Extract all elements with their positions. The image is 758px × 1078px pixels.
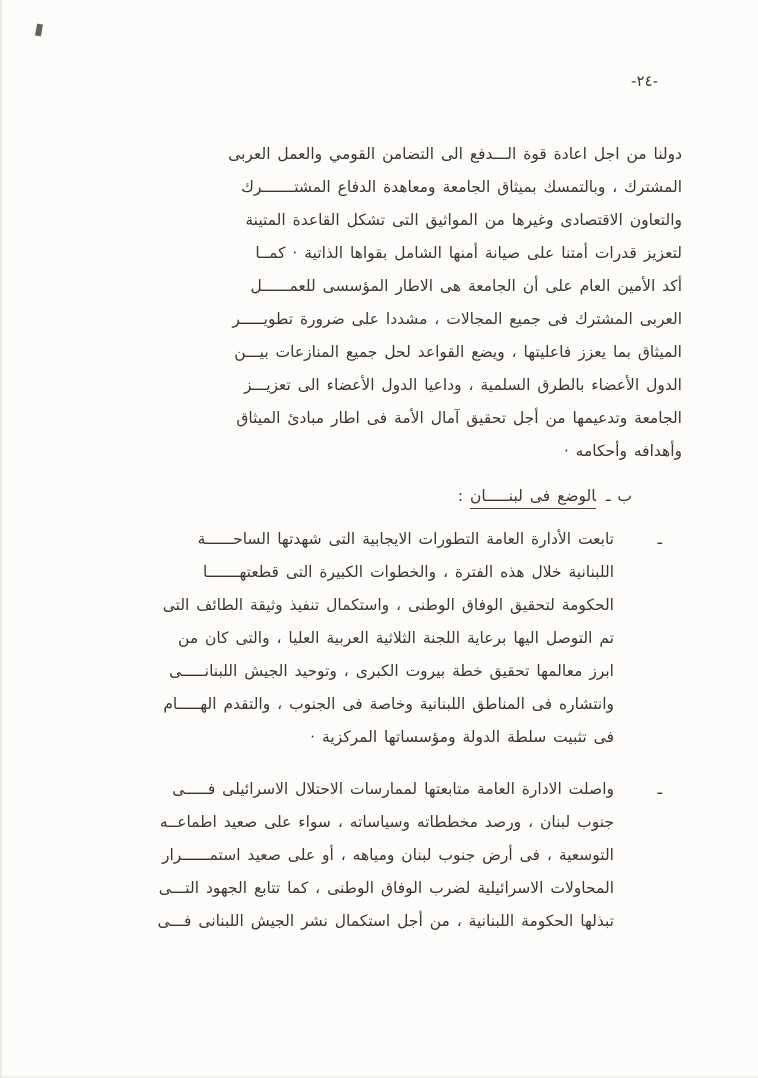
text-line: المحاولات الاسرائيلية لضرب الوفاق الوطنى ، كما تتابع الجهود التـــى xyxy=(158,879,614,897)
list-item xyxy=(74,773,682,938)
text-line: ابرز معالمها تحقيق خطة بيروت الكبرى ، وتوحيد الجيش اللبنانـــــى xyxy=(169,662,614,680)
text-line: اللبنانية خلال هذه الفترة ، والخطوات الكبيرة التى قطعتهـــــــا xyxy=(202,563,614,581)
section-colon: : xyxy=(457,487,470,505)
text-line: التوسعية ، فى أرض جنوب لبنان ومياهه ، أو على صعيد استمــــــرار xyxy=(161,846,614,864)
text-line: دولنا من اجل اعادة قوة الـــدفع الى التضامن القومي والعمل العربى xyxy=(228,145,682,163)
text-line: تم التوصل اليها برعاية اللجنة الثلاثية العربية العليا ، والتى كان من xyxy=(178,629,614,647)
page-number: -٢٤- xyxy=(631,72,658,90)
item-text xyxy=(74,773,614,938)
scan-artifact xyxy=(35,24,43,37)
text-line: جنوب لبنان ، ورصد مخططاته وسياساته ، سواء على صعيد اطماعــه xyxy=(159,813,614,831)
text-line: الدول الأعضاء بالطرق السلمية ، وداعيا الدول الأعضاء الى تعزيـــز xyxy=(244,376,682,394)
section-heading xyxy=(74,480,682,513)
text-line: الميثاق بما يعزز فاعليتها ، ويضع القواعد لحل جميع المنازعات بيـــن xyxy=(234,343,682,361)
text-line: وانتشاره فى المناطق اللبنانية وخاصة فى الجنوب ، والتقدم الهـــــام xyxy=(163,695,614,713)
text-line: لتعزيز قدرات أمتنا على صيانة أمنها الشامل بقواها الذاتية · كمــا xyxy=(255,244,682,262)
dash-marker: ـ xyxy=(657,780,662,798)
text-line: تابعت الأدارة العامة التطورات الايجابية التى شهدتها الساحــــــة xyxy=(197,530,614,548)
item-text xyxy=(74,523,614,754)
intro-paragraph xyxy=(74,138,682,468)
text-line: الحكومة لتحقيق الوفاق الوطنى ، واستكمال تنفيذ وثيقة الطائف التى xyxy=(162,596,614,614)
text-line: الجامعة وتدعيمها من أجل تحقيق آمال الأمة فى اطار مبادئ الميثاق xyxy=(236,409,682,427)
text-line: وأهدافه وأحكامه · xyxy=(563,442,682,460)
text-line: المشترك ، وبالتمسك بميثاق الجامعة ومعاهدة الدفاع المشتـــــــرك xyxy=(241,178,682,196)
dash-marker: ـ xyxy=(657,530,662,548)
list-item xyxy=(74,523,682,754)
page-content xyxy=(74,138,682,938)
text-line: تبذلها الحكومة اللبنانية ، من أجل استكمال نشر الجيش اللبنانى فـــى xyxy=(157,912,614,930)
text-line: العربى المشترك فى جميع المجالات ، مشددا على ضرورة تطويـــــر xyxy=(232,310,682,328)
text-line: فى تثبيت سلطة الدولة ومؤسساتها المركزية · xyxy=(310,728,614,746)
section-marker: ب ـ xyxy=(605,487,632,505)
text-line: والتعاون الاقتصادى وغيرها من المواثيق التى تشكل القاعدة المتينة xyxy=(245,211,682,229)
section-title: الوضع فى لبنـــــان xyxy=(470,487,596,509)
text-line: أكد الأمين العام على أن الجامعة هى الاطار المؤسسى للعمــــــل xyxy=(250,277,682,295)
text-line: واصلت الادارة العامة متابعتها لممارسات الاحتلال الاسرائيلى فـــــى xyxy=(172,780,614,798)
